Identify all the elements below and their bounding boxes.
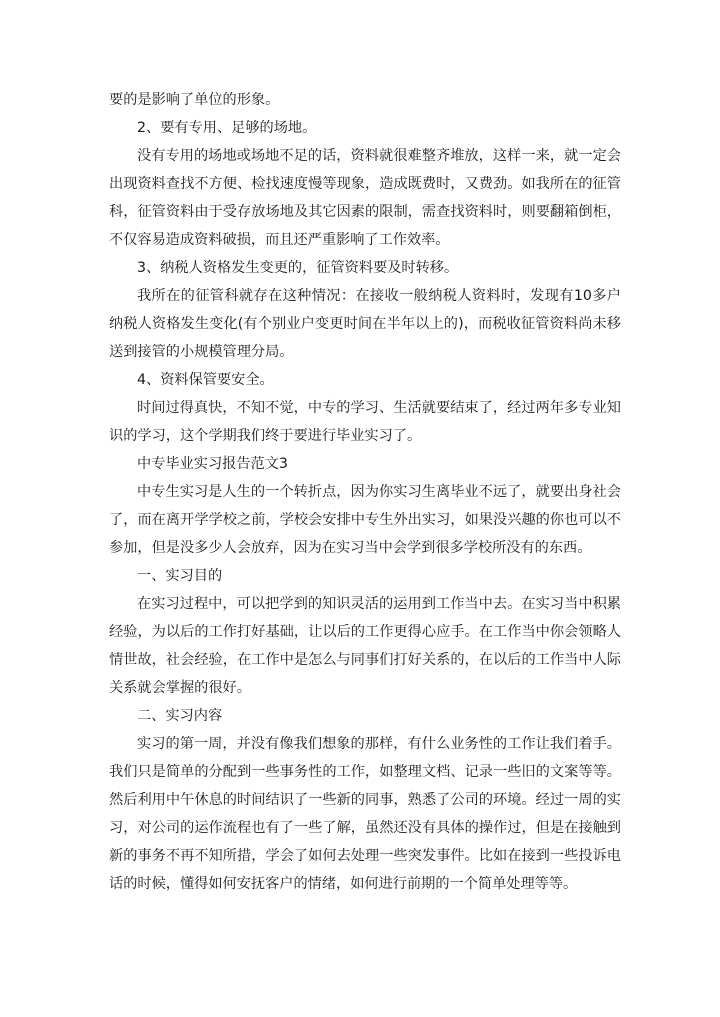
section-heading: 3、纳税人资格发生变更的，征管资料要及时转移。	[137, 260, 459, 276]
document-body	[109, 86, 621, 898]
paragraph: 实习的第一周，并没有像我们想象的那样，有什么业务性的工作让我们着手。我们只是简单的分配到一些事务性的工作，如整理文档、记录一些旧的文案等等。然后利用中午休息的时间结识了一些新的同事，熟悉了公司的环境。经过一周的实习，对公司的运作流程也有了一些了解，虽然还没有具体的操作过，但是在接触到新的事务不再不知所措，学会了如何去处理一些突发事件。比如在接到一些投诉电话的时候，懂得如何安抚客户的情绪，如何进行前期的一个简单处理等等。	[109, 736, 621, 892]
paragraph: 中专生实习是人生的一个转折点，因为你实习生离毕业不远了，就要出身社会了，而在离开学学校之前，学校会安排中专生外出实习，如果没兴趣的你也可以不参加，但是没多少人会放弃，因为在实习当中会学到很多学校所没有的东西。	[109, 484, 621, 556]
paragraph: 我所在的征管科就存在这种情况：在接收一般纳税人资料时，发现有10多户纳税人资格发生变化(有个别业户变更时间在半年以上的)，而税收征管资料尚未移送到接管的小规模管理分局。	[109, 288, 621, 360]
paragraph: 时间过得真快，不知不觉，中专的学习、生活就要结束了，经过两年多专业知识的学习，这个学期我们终于要进行毕业实习了。	[109, 400, 621, 444]
section-heading: 一、实习目的	[137, 568, 223, 584]
section-heading: 4、资料保管要安全。	[137, 372, 274, 388]
paragraph: 要的是影响了单位的形象。	[109, 92, 280, 108]
section-heading: 二、实习内容	[137, 708, 223, 724]
paragraph: 在实习过程中，可以把学到的知识灵活的运用到工作当中去。在实习当中积累经验，为以后的工作打好基础，让以后的工作更得心应手。在工作当中你会领略人情世故，社会经验，在工作中是怎么与同事们打好关系的，在以后的工作当中人际关系就会掌握的很好。	[109, 596, 621, 696]
section-heading: 2、要有专用、足够的场地。	[137, 120, 317, 136]
article-title: 中专毕业实习报告范文3	[137, 456, 288, 472]
paragraph: 没有专用的场地或场地不足的话，资料就很难整齐堆放，这样一来，就一定会出现资料查找不方便、检找速度慢等现象，造成既费时，又费劲。如我所在的征管科，征管资料由于受存放场地及其它因素的限制，需查找资料时，则要翻箱倒柜，不仅容易造成资料破损，而且还严重影响了工作效率。	[109, 148, 621, 248]
